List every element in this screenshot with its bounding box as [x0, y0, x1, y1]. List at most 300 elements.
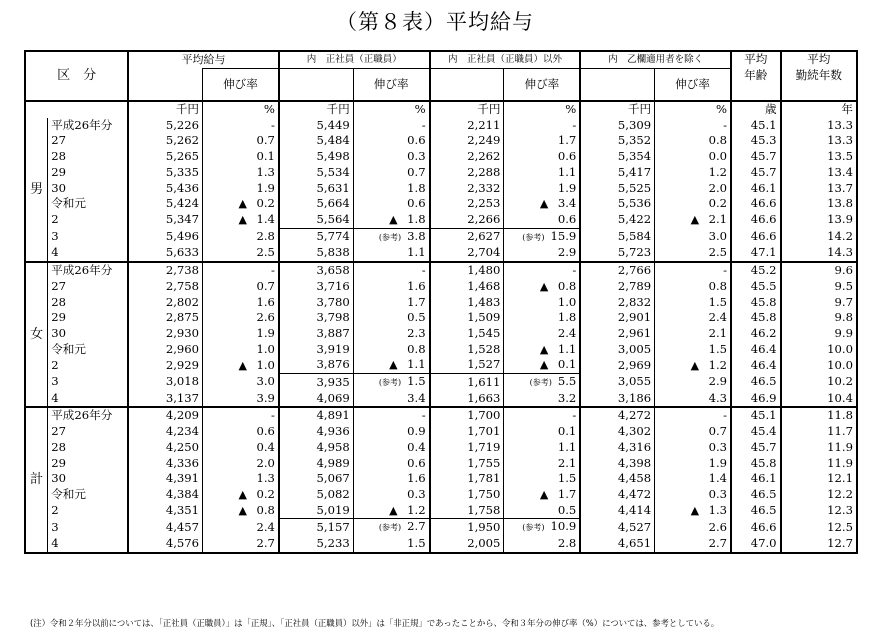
growth-value: 0.5 [407, 310, 426, 325]
table-row [25, 165, 857, 181]
growth-value: 0.7 [708, 424, 728, 439]
table-body [25, 101, 857, 553]
growth-value: - [270, 408, 275, 423]
year-label: 27 [48, 424, 129, 440]
excl-growth [655, 245, 731, 262]
growth-value: 1.1 [557, 341, 577, 356]
growth-value: 1.1 [557, 164, 577, 179]
year-label: 2 [48, 503, 129, 519]
excl-growth [655, 536, 731, 553]
avg-salary-growth [203, 149, 279, 165]
non-seishain-growth [504, 326, 580, 342]
excl-value: 5,417 [580, 165, 654, 181]
avg-salary-growth [203, 181, 279, 197]
avg-salary-growth [203, 342, 279, 358]
seishain-growth [353, 228, 429, 245]
seishain-value: 4,891 [279, 407, 353, 424]
avg-salary-value: 4,209 [128, 407, 202, 424]
avg-years: 11.7 [781, 424, 857, 440]
growth-value: 5.5 [557, 374, 577, 389]
avg-age: 45.7 [731, 440, 781, 456]
growth-value: 0.3 [708, 439, 728, 454]
excl-growth [655, 133, 731, 149]
table-row [25, 279, 857, 295]
table-row [25, 519, 857, 536]
table-row [25, 456, 857, 472]
table-row [25, 133, 857, 149]
non-seishain-value: 1,755 [430, 456, 504, 472]
excl-growth [655, 165, 731, 181]
non-seishain-growth [504, 149, 580, 165]
avg-salary-growth [203, 165, 279, 181]
seishain-growth [353, 519, 429, 536]
growth-value: 3.4 [407, 390, 426, 405]
sankou-label: (参考) [378, 378, 402, 388]
growth-value: 0.2 [256, 196, 275, 211]
growth-value: 1.8 [407, 180, 426, 195]
avg-years: 13.8 [781, 196, 857, 212]
excl-value: 5,352 [580, 133, 654, 149]
growth-value: 1.3 [256, 164, 275, 179]
avg-years: 10.2 [781, 374, 857, 391]
table-row [25, 503, 857, 519]
growth-value: 1.5 [557, 471, 577, 486]
growth-value: 0.1 [557, 424, 577, 439]
seishain-growth [353, 181, 429, 197]
growth-value: 2.1 [708, 212, 728, 227]
growth-value: 1.7 [557, 486, 577, 501]
non-seishain-value: 1,701 [430, 424, 504, 440]
avg-years: 13.3 [781, 118, 857, 134]
non-seishain-value: 1,700 [430, 407, 504, 424]
seishain-growth [353, 374, 429, 391]
seishain-growth [353, 279, 429, 295]
seishain-value: 5,534 [279, 165, 353, 181]
avg-age: 46.4 [731, 342, 781, 358]
unit-label: 年 [781, 101, 857, 118]
growth-value: 1.5 [407, 536, 426, 551]
year-label: 4 [48, 391, 129, 408]
seishain-growth [353, 133, 429, 149]
growth-header: 伸び率 [655, 68, 731, 101]
avg-salary-value: 4,391 [128, 471, 202, 487]
excl-value: 2,969 [580, 357, 654, 373]
table-row [25, 196, 857, 212]
avg-salary-growth [203, 310, 279, 326]
non-seishain-value: 2,266 [430, 212, 504, 228]
growth-value: 2.1 [708, 325, 728, 340]
growth-value: 3.9 [256, 390, 275, 405]
avg-age: 46.4 [731, 357, 781, 373]
non-seishain-growth [504, 456, 580, 472]
avg-years: 11.8 [781, 407, 857, 424]
avg-years: 10.0 [781, 357, 857, 373]
avg-age: 46.5 [731, 374, 781, 391]
excl-value: 4,398 [580, 456, 654, 472]
growth-value: 2.6 [256, 310, 275, 325]
seishain-growth [353, 487, 429, 503]
avg-age-header-1: 平均 [731, 51, 781, 68]
triangle-icon: ▲ [690, 358, 700, 372]
avg-salary-value: 5,347 [128, 212, 202, 228]
group-label: 計 [25, 407, 48, 552]
non-seishain-value: 2,253 [430, 196, 504, 212]
seishain-value: 5,564 [279, 212, 353, 228]
avg-age: 46.1 [731, 181, 781, 197]
kubun-header: 区 分 [25, 51, 128, 101]
table-row [25, 357, 857, 373]
avg-age: 46.2 [731, 326, 781, 342]
seishain-value: 5,019 [279, 503, 353, 519]
avg-salary-growth [203, 295, 279, 311]
excl-growth [655, 212, 731, 228]
non-seishain-growth [504, 487, 580, 503]
growth-value: 0.7 [407, 164, 426, 179]
excl-value: 4,302 [580, 424, 654, 440]
non-seishain-value: 2,704 [430, 245, 504, 262]
excl-value: 5,723 [580, 245, 654, 262]
avg-salary-growth [203, 326, 279, 342]
avg-salary-growth [203, 279, 279, 295]
non-seishain-value: 1,468 [430, 279, 504, 295]
growth-value: 0.7 [256, 133, 275, 148]
triangle-icon: ▲ [690, 213, 700, 227]
table-row [25, 424, 857, 440]
sankou-label: (参考) [522, 232, 545, 242]
avg-age: 45.8 [731, 456, 781, 472]
non-seishain-growth [504, 310, 580, 326]
seishain-value: 5,664 [279, 196, 353, 212]
non-seishain-growth [504, 391, 580, 408]
non-seishain-value: 1,611 [430, 374, 504, 391]
growth-value: 0.1 [557, 357, 577, 372]
excl-growth [655, 118, 731, 134]
triangle-icon: ▲ [389, 503, 398, 517]
growth-value: 1.4 [256, 212, 275, 227]
growth-value: 1.0 [256, 357, 275, 372]
growth-value: 0.6 [557, 212, 577, 226]
unit-label: 歳 [731, 101, 781, 118]
growth-value: - [421, 263, 426, 278]
seishain-value: 5,082 [279, 487, 353, 503]
non-seishain-value: 1,781 [430, 471, 504, 487]
non-seishain-growth [504, 407, 580, 424]
year-label: 28 [48, 149, 129, 165]
growth-header: 伸び率 [504, 68, 580, 101]
excl-value: 3,005 [580, 342, 654, 358]
avg-salary-growth [203, 456, 279, 472]
seishain-growth [353, 165, 429, 181]
growth-value: 2.7 [708, 536, 728, 551]
non-seishain-growth [504, 245, 580, 262]
growth-value: 1.9 [256, 180, 275, 195]
year-label: 3 [48, 519, 129, 536]
triangle-icon: ▲ [539, 279, 549, 293]
year-label: 29 [48, 310, 129, 326]
table-row [25, 342, 857, 358]
seishain-growth [353, 503, 429, 519]
growth-value: 3.0 [256, 374, 275, 389]
avg-years-header-2: 勤続年数 [781, 68, 857, 84]
year-label: 28 [48, 295, 129, 311]
growth-header: 伸び率 [203, 68, 279, 101]
table-row [25, 536, 857, 553]
sankou-label: (参考) [529, 378, 552, 388]
non-seishain-growth [504, 295, 580, 311]
avg-age-header-2: 年齢 [731, 68, 781, 84]
avg-salary-growth [203, 196, 279, 212]
growth-value: 1.5 [708, 341, 728, 356]
non-seishain-value: 1,758 [430, 503, 504, 519]
seishain-growth [353, 391, 429, 408]
non-seishain-value: 1,527 [430, 357, 504, 373]
avg-salary-growth [203, 391, 279, 408]
growth-value: 0.6 [407, 133, 426, 148]
growth-value: 2.9 [557, 245, 577, 260]
avg-age: 46.6 [731, 228, 781, 245]
avg-salary-value: 4,234 [128, 424, 202, 440]
triangle-icon: ▲ [539, 342, 549, 356]
growth-value: 2.6 [708, 519, 728, 534]
growth-value: 1.2 [407, 502, 426, 517]
growth-value: 4.3 [708, 390, 728, 405]
growth-value: 2.5 [256, 245, 275, 260]
excl-value: 3,186 [580, 391, 654, 408]
avg-salary-value: 2,960 [128, 342, 202, 358]
growth-value: - [421, 408, 426, 423]
avg-salary-growth [203, 536, 279, 553]
year-label: 3 [48, 228, 129, 245]
growth-value: 0.3 [407, 486, 426, 501]
non-seishain-value: 2,211 [430, 118, 504, 134]
seishain-value: 5,498 [279, 149, 353, 165]
growth-value: 1.6 [256, 294, 275, 309]
avg-salary-value: 4,250 [128, 440, 202, 456]
non-seishain-growth [504, 471, 580, 487]
non-seishain-growth [504, 424, 580, 440]
growth-value: - [572, 117, 577, 132]
growth-value: 2.4 [256, 519, 275, 534]
avg-salary-value: 4,336 [128, 456, 202, 472]
avg-age: 45.5 [731, 279, 781, 295]
non-seishain-value: 1,750 [430, 487, 504, 503]
avg-years: 12.3 [781, 503, 857, 519]
seishain-growth [353, 212, 429, 228]
avg-years: 12.7 [781, 536, 857, 553]
growth-value: 1.8 [557, 310, 577, 325]
avg-salary-value: 4,351 [128, 503, 202, 519]
avg-years: 12.5 [781, 519, 857, 536]
non-seishain-growth [504, 357, 580, 373]
unit-label: % [504, 101, 580, 118]
growth-value: 1.6 [407, 471, 426, 486]
avg-salary-growth [203, 487, 279, 503]
table-row [25, 326, 857, 342]
excl-growth [655, 407, 731, 424]
excl-value: 5,584 [580, 228, 654, 245]
avg-years: 10.0 [781, 342, 857, 358]
growth-value: 0.4 [256, 439, 275, 454]
growth-value: - [270, 263, 275, 278]
avg-years: 11.9 [781, 456, 857, 472]
seishain-growth [353, 407, 429, 424]
excl-growth [655, 424, 731, 440]
excl-growth [655, 181, 731, 197]
unit-label: 千円 [430, 101, 504, 118]
seishain-growth [353, 424, 429, 440]
growth-value: 3.0 [708, 228, 728, 243]
seishain-value: 5,484 [279, 133, 353, 149]
growth-value: 1.3 [256, 471, 275, 486]
seishain-value: 3,919 [279, 342, 353, 358]
growth-value: 2.5 [708, 245, 728, 260]
avg-age: 46.9 [731, 391, 781, 408]
growth-value: 0.1 [256, 149, 275, 164]
growth-value: 0.2 [708, 196, 728, 211]
avg-salary-value: 5,496 [128, 228, 202, 245]
growth-value: 0.8 [557, 278, 577, 293]
growth-value: 2.8 [256, 228, 275, 243]
seishain-value: 5,449 [279, 118, 353, 134]
group-label: 女 [25, 262, 48, 407]
avg-salary-value: 5,424 [128, 196, 202, 212]
avg-salary-value: 2,738 [128, 262, 202, 279]
triangle-icon: ▲ [690, 503, 700, 517]
non-seishain-growth [504, 181, 580, 197]
growth-value: - [723, 408, 728, 423]
table-row [25, 118, 857, 134]
excl-growth [655, 262, 731, 279]
non-seishain-value: 1,483 [430, 295, 504, 311]
avg-age: 47.1 [731, 245, 781, 262]
seishain-value: 4,989 [279, 456, 353, 472]
excl-growth [655, 440, 731, 456]
growth-value: - [421, 117, 426, 132]
seishain-growth [353, 440, 429, 456]
growth-value: 2.9 [708, 374, 728, 389]
non-seishain-value: 1,545 [430, 326, 504, 342]
avg-salary-value: 3,137 [128, 391, 202, 408]
seishain-value: 4,936 [279, 424, 353, 440]
non-seishain-growth [504, 118, 580, 134]
table-row [25, 245, 857, 262]
excl-value: 2,789 [580, 279, 654, 295]
growth-header: 伸び率 [353, 68, 429, 101]
non-seishain-value: 2,005 [430, 536, 504, 553]
avg-salary-growth [203, 407, 279, 424]
avg-salary-growth [203, 212, 279, 228]
avg-salary-value: 2,875 [128, 310, 202, 326]
avg-salary-growth [203, 519, 279, 536]
sankou-label: (参考) [522, 523, 545, 533]
seishain-value: 5,157 [279, 519, 353, 536]
seishain-value: 3,876 [279, 357, 353, 373]
triangle-icon: ▲ [238, 197, 247, 211]
avg-years: 10.4 [781, 391, 857, 408]
avg-years-header-1: 平均 [781, 51, 857, 68]
growth-value: 0.8 [708, 133, 728, 148]
avg-salary-value: 4,576 [128, 536, 202, 553]
seishain-value: 3,716 [279, 279, 353, 295]
growth-value: 1.1 [407, 245, 426, 260]
year-label: 29 [48, 165, 129, 181]
seishain-value: 5,774 [279, 228, 353, 245]
excl-value: 4,651 [580, 536, 654, 553]
non-seishain-growth [504, 536, 580, 553]
year-label: 30 [48, 181, 129, 197]
growth-value: 1.9 [708, 455, 728, 470]
unit-label: % [353, 101, 429, 118]
group-label: 男 [25, 118, 48, 262]
non-seishain-growth [504, 374, 580, 391]
non-seishain-growth [504, 133, 580, 149]
non-seishain-value: 2,249 [430, 133, 504, 149]
growth-value: 1.1 [557, 439, 577, 454]
growth-value: 2.3 [407, 325, 426, 340]
triangle-icon: ▲ [539, 487, 549, 501]
table-row [25, 212, 857, 228]
excl-growth [655, 374, 731, 391]
excl-value: 5,309 [580, 118, 654, 134]
year-label: 令和元 [48, 487, 129, 503]
avg-years: 13.3 [781, 133, 857, 149]
year-label: 27 [48, 279, 129, 295]
avg-salary-growth [203, 471, 279, 487]
avg-salary-value: 5,335 [128, 165, 202, 181]
footnote: (注）令和２年分以前については、「正社員（正職員）」は「正規」、「正社員（正職員）以外」は「非正規」であったことから、令和３年分の伸び率（%）については、参考としている。 [30, 618, 720, 628]
year-label: 30 [48, 326, 129, 342]
seishain-growth [353, 118, 429, 134]
year-label: 令和元 [48, 342, 129, 358]
avg-age: 47.0 [731, 536, 781, 553]
year-label: 令和元 [48, 196, 129, 212]
growth-value: 0.8 [708, 278, 728, 293]
seishain-growth [353, 342, 429, 358]
growth-value: 2.7 [407, 519, 426, 534]
growth-value: 1.2 [708, 164, 728, 179]
non-seishain-growth [504, 440, 580, 456]
non-seishain-growth [504, 342, 580, 358]
excl-value: 4,272 [580, 407, 654, 424]
avg-salary-growth [203, 262, 279, 279]
excl-growth [655, 471, 731, 487]
avg-age: 45.1 [731, 407, 781, 424]
avg-years: 9.8 [781, 310, 857, 326]
excl-value: 4,527 [580, 519, 654, 536]
avg-salary-growth [203, 228, 279, 245]
triangle-icon: ▲ [389, 213, 398, 226]
avg-years: 14.3 [781, 245, 857, 262]
avg-salary-growth [203, 245, 279, 262]
non-seishain-value: 1,950 [430, 519, 504, 536]
avg-age: 46.6 [731, 212, 781, 228]
growth-value: 0.6 [407, 196, 426, 211]
growth-value: 3.2 [557, 390, 577, 405]
excl-growth [655, 279, 731, 295]
growth-value: 0.0 [708, 149, 728, 164]
seishain-growth [353, 357, 429, 373]
seishain-growth [353, 295, 429, 311]
growth-value: 0.5 [557, 502, 577, 517]
seishain-value: 5,838 [279, 245, 353, 262]
seishain-growth [353, 149, 429, 165]
avg-salary-growth [203, 440, 279, 456]
avg-years: 13.4 [781, 165, 857, 181]
excl-growth [655, 503, 731, 519]
excl-value: 4,458 [580, 471, 654, 487]
seishain-value: 4,958 [279, 440, 353, 456]
excl-growth [655, 228, 731, 245]
